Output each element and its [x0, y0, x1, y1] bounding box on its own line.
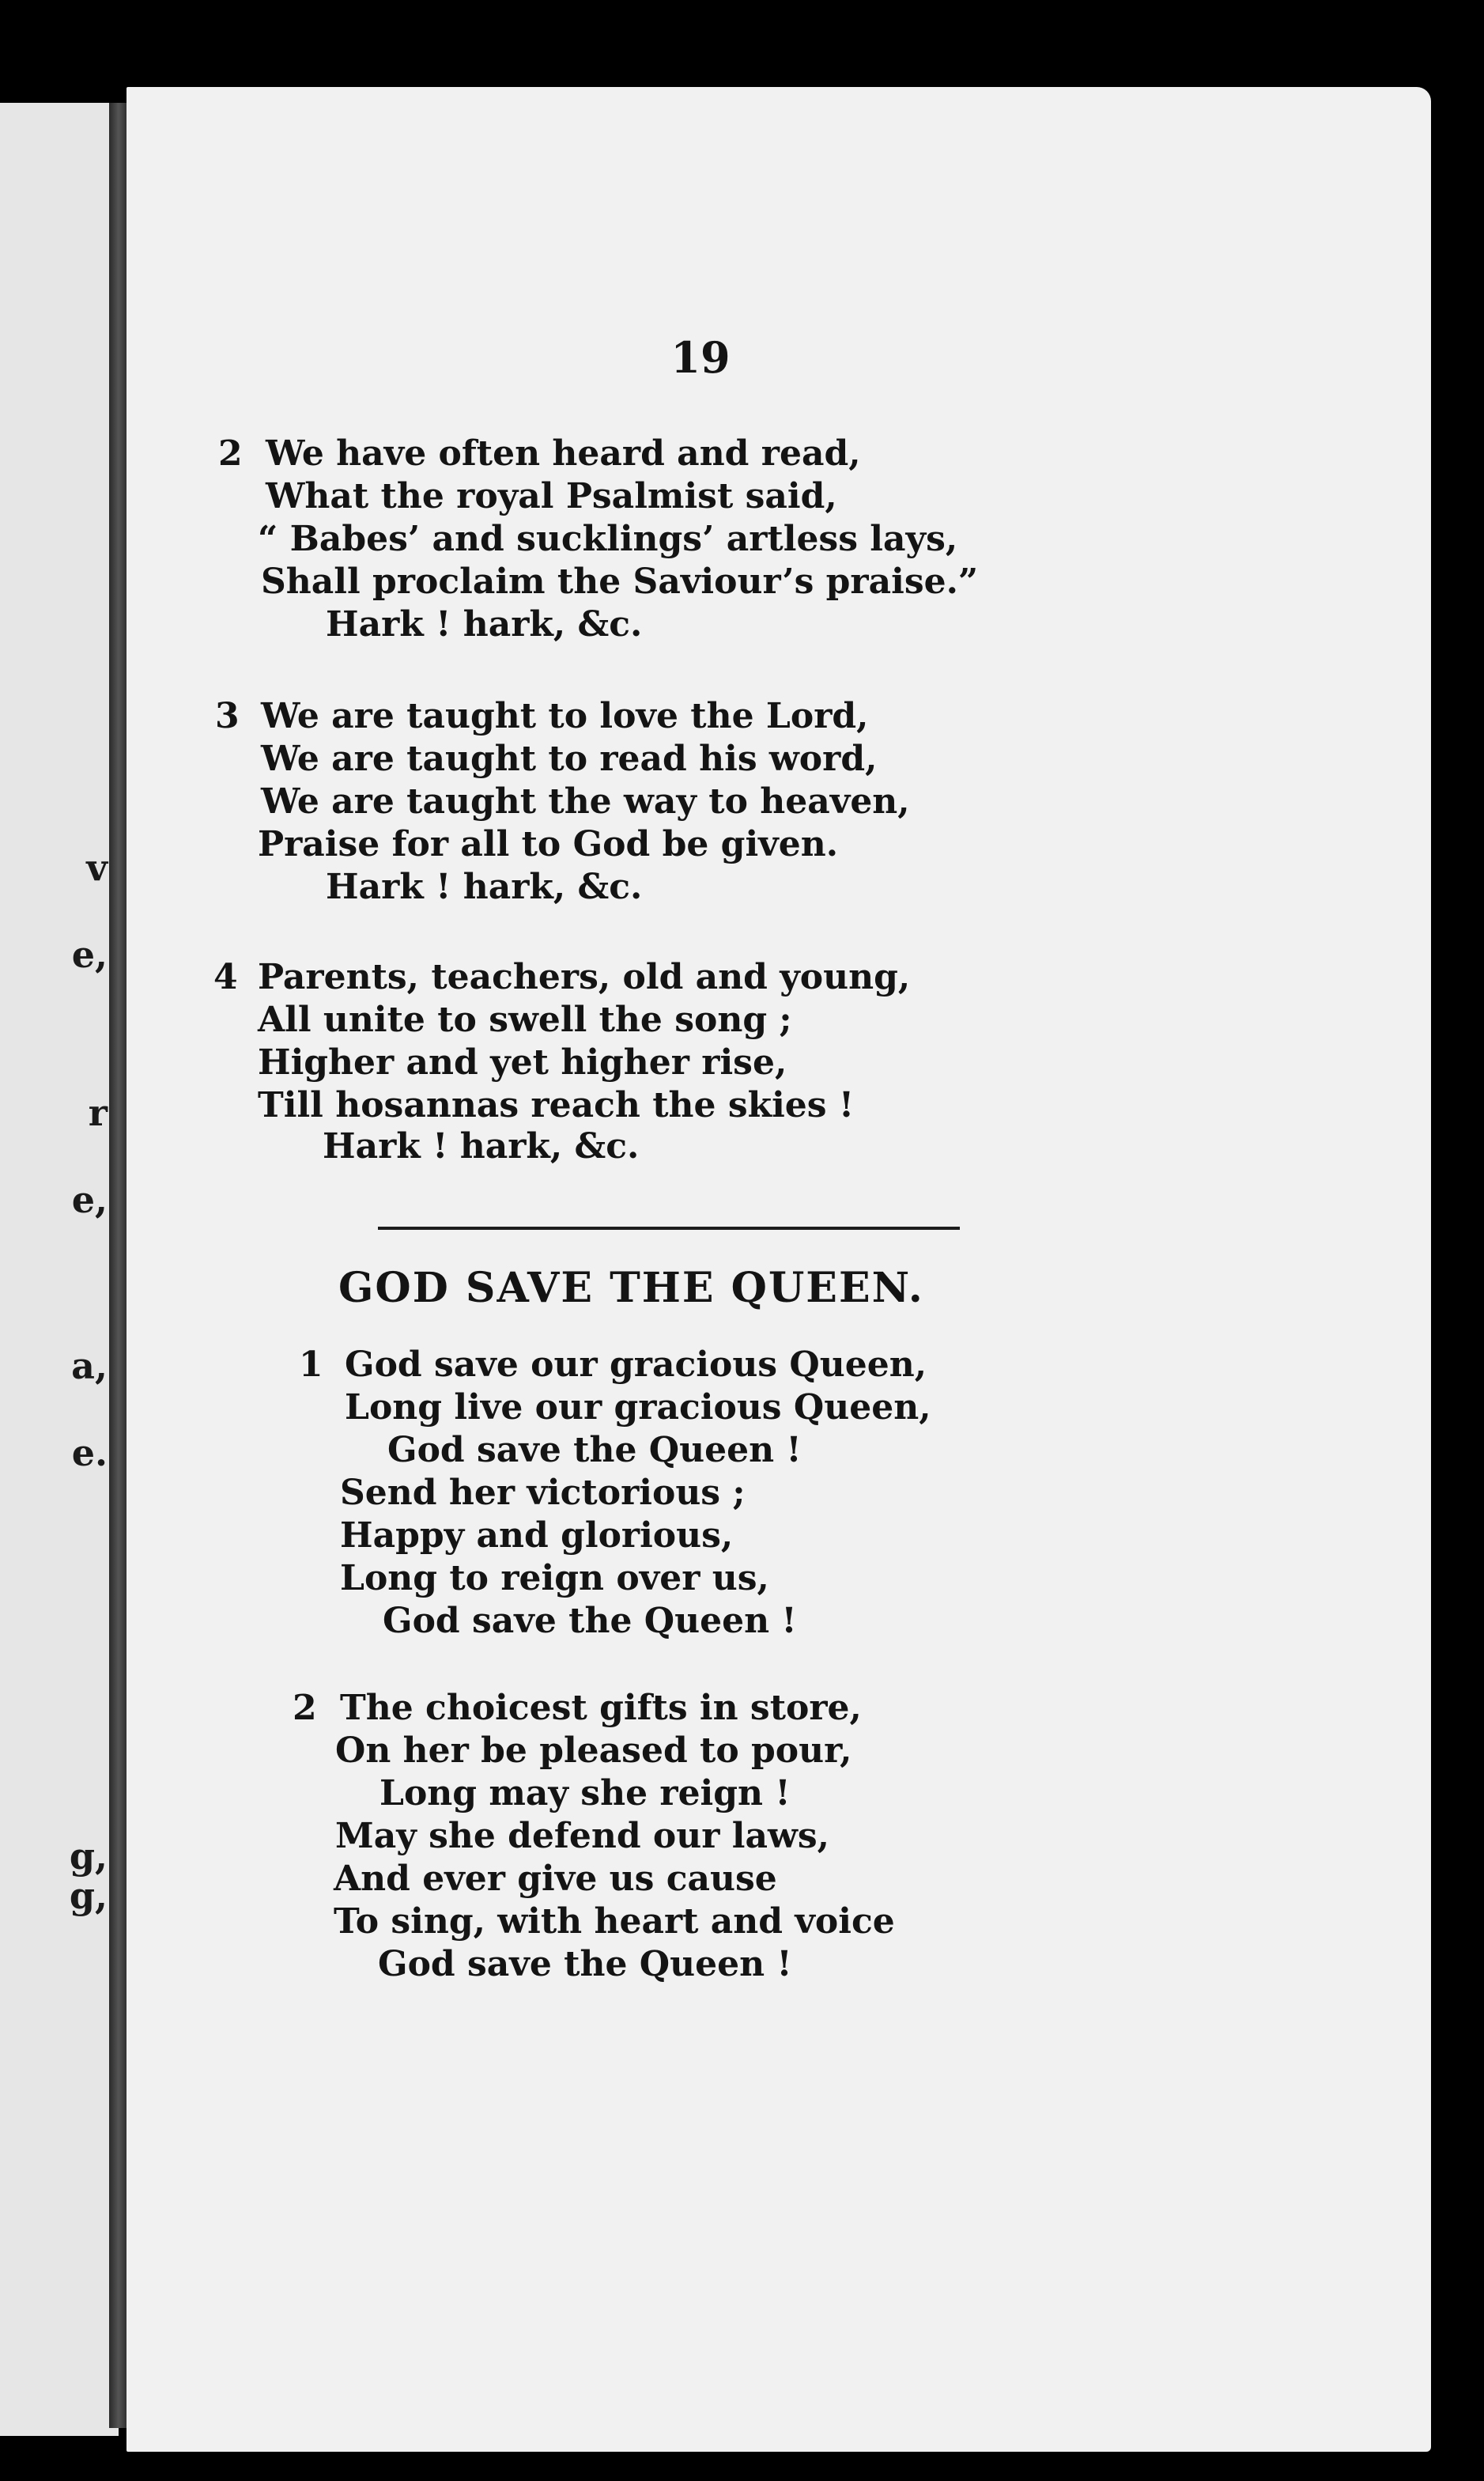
verse-line: What the royal Psalmist said, — [266, 476, 837, 516]
verse-number: 4 — [213, 957, 238, 997]
verse-line: Long to reign over us, — [340, 1558, 769, 1598]
verse-line: God save the Queen ! — [378, 1944, 792, 1984]
verse-line: Long may she reign ! — [379, 1773, 791, 1813]
verse-number: 2 — [218, 433, 243, 474]
verse-line: God save the Queen ! — [387, 1430, 802, 1470]
refrain-line: Hark ! hark, &c. — [326, 867, 643, 907]
verse-line: Higher and yet higher rise, — [258, 1042, 787, 1083]
verse-line: To sing, with heart and voice — [334, 1901, 895, 1942]
refrain-line: Hark ! hark, &c. — [323, 1126, 640, 1167]
verse-line: We are taught to love the Lord, — [261, 696, 869, 736]
left-page-fragment: g, — [69, 1874, 108, 1917]
verse-line: Till hosannas reach the skies ! — [258, 1085, 855, 1125]
verse-line: Long live our gracious Queen, — [345, 1387, 931, 1428]
verse-line: And ever give us cause — [334, 1859, 777, 1899]
verse-number: 2 — [293, 1688, 317, 1728]
book-gutter — [109, 103, 128, 2428]
left-page-fragment: e, — [71, 1178, 108, 1221]
left-page-fragment: e. — [71, 1431, 108, 1474]
page-number: 19 — [670, 332, 731, 383]
left-page-fragment: a, — [71, 1345, 108, 1387]
verse-line: May she defend our laws, — [335, 1816, 829, 1856]
left-page-fragment: g, — [69, 1835, 108, 1878]
verse-line: Happy and glorious, — [340, 1515, 734, 1556]
verse-line: We are taught the way to heaven, — [261, 781, 910, 822]
verse-line: On her be pleased to pour, — [335, 1730, 852, 1771]
refrain-line: Hark ! hark, &c. — [326, 604, 643, 645]
section-divider — [378, 1227, 960, 1230]
verse-line: All unite to swell the song ; — [258, 1000, 792, 1040]
verse-line: The choicest gifts in store, — [340, 1688, 862, 1728]
verse-line: “ Babes’ and sucklings’ artless lays, — [258, 519, 958, 559]
verse-number: 3 — [215, 696, 240, 736]
anthem-title: GOD SAVE THE QUEEN. — [338, 1264, 924, 1312]
left-page-edge — [0, 103, 119, 2436]
verse-number: 1 — [299, 1345, 323, 1385]
left-page-fragment: r — [88, 1091, 108, 1134]
verse-line: Praise for all to God be given. — [258, 824, 839, 864]
left-page-fragment: v — [86, 846, 108, 889]
left-page-fragment: e, — [71, 933, 108, 976]
left-page — [0, 103, 119, 2436]
verse-line: God save our gracious Queen, — [345, 1345, 927, 1385]
verse-line: We are taught to read his word, — [261, 739, 878, 779]
verse-line: Parents, teachers, old and young, — [258, 957, 911, 997]
verse-line: We have often heard and read, — [266, 433, 861, 474]
verse-line: God save the Queen ! — [383, 1601, 797, 1641]
verse-line: Send her victorious ; — [340, 1473, 746, 1513]
verse-line: Shall proclaim the Saviour’s praise.” — [261, 562, 979, 602]
